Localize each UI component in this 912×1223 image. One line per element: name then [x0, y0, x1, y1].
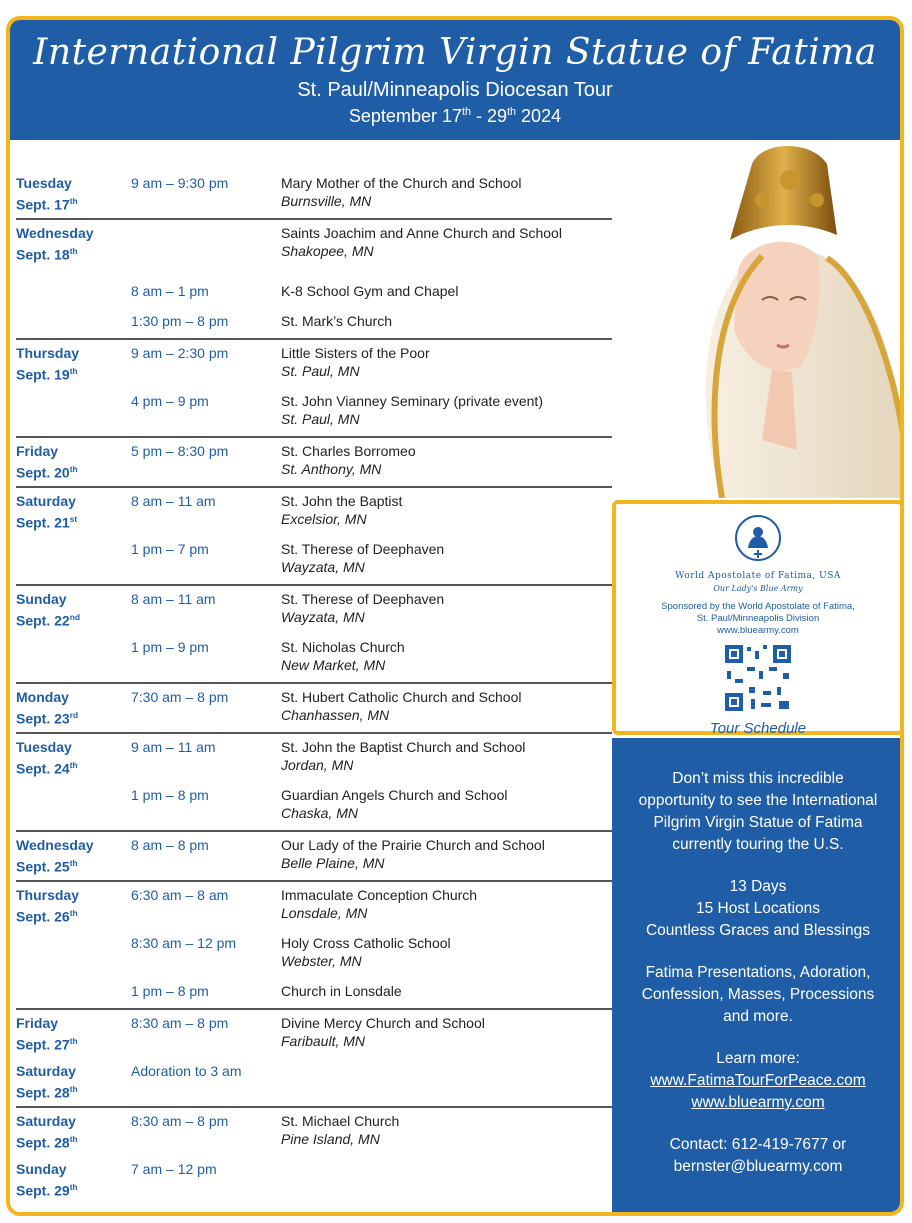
venue-city: Belle Plaine, MN [281, 855, 385, 871]
location-cell [281, 586, 612, 634]
time-cell: 8 am – 11 am [131, 493, 216, 509]
venue-city: Jordan, MN [281, 757, 354, 773]
location-cell [281, 308, 612, 338]
time-cell: 9 am – 9:30 pm [131, 175, 229, 191]
venue-city: Burnsville, MN [281, 193, 372, 209]
day-cell [16, 308, 131, 338]
venue-name: St. Therese of Deephaven [281, 591, 445, 607]
time-cell: 8 am – 1 pm [131, 283, 209, 299]
venue-name: Holy Cross Catholic School [281, 935, 451, 951]
venue-name: St. Therese of Deephaven [281, 541, 445, 557]
schedule-block [16, 832, 612, 882]
qr-code-icon[interactable] [723, 643, 793, 713]
venue-city: Chanhassen, MN [281, 707, 390, 723]
schedule-row [16, 170, 612, 218]
schedule-row [16, 488, 612, 536]
schedule-block [16, 170, 612, 220]
venue-city: St. Paul, MN [281, 363, 360, 379]
location-cell [281, 1058, 612, 1106]
venue-name: Church in Lonsdale [281, 983, 402, 999]
schedule-row [16, 734, 612, 782]
time-cell: 1 pm – 8 pm [131, 787, 209, 803]
statue-illustration [612, 140, 904, 498]
day-cell: Saturday Sept. 28th [16, 1113, 78, 1151]
day-cell: Friday Sept. 27th [16, 1015, 78, 1053]
venue-city: Excelsior, MN [281, 511, 367, 527]
location-cell [281, 438, 612, 486]
sponsor-box [612, 500, 904, 735]
contact-line: Contact: 612-419-7677 or [669, 1136, 847, 1153]
location-cell [281, 634, 612, 682]
location-cell [281, 684, 612, 732]
location-cell [281, 882, 612, 930]
schedule-row [16, 1156, 612, 1204]
sponsor-tagline: Our Lady's Blue Army [713, 584, 803, 593]
venue-city: New Market, MN [281, 657, 386, 673]
day-cell [16, 978, 131, 1008]
schedule-block [16, 438, 612, 488]
location-cell [281, 220, 612, 278]
wafusa-logo-icon [734, 514, 782, 562]
flyer [6, 16, 904, 1216]
tour-schedule-label: Tour Schedule [709, 720, 807, 737]
schedule-row [16, 586, 612, 634]
day-cell: Saturday Sept. 21st [16, 493, 78, 531]
day-cell: Friday Sept. 20th [16, 443, 78, 481]
time-cell: 1 pm – 9 pm [131, 639, 209, 655]
day-cell: Tuesday Sept. 24th [16, 739, 78, 777]
schedule-row [16, 978, 612, 1008]
day-cell [16, 278, 131, 308]
time-cell: 9 am – 11 am [131, 739, 216, 755]
venue-name: Our Lady of the Prairie Church and School [281, 837, 545, 853]
venue-name: St. Charles Borromeo [281, 443, 416, 459]
contact-email[interactable]: bernster@bluearmy.com [673, 1158, 843, 1175]
venue-name: St. John Vianney Seminary (private event) [281, 393, 543, 409]
day-cell: Thursday Sept. 19th [16, 345, 80, 383]
time-cell: 7 am – 12 pm [131, 1161, 217, 1177]
schedule-block [16, 586, 612, 684]
promo-panel: Don’t miss this incredible opportunity to see the International Pilgrim Virgin Statue of Fatima currently touring the U.S. 13 Days 15 Host Locations Countless Graces and Blessings Fatima Presentations, Adoration, Confession, Masses, Processions and more. Learn more: www.FatimaTourForPeace.com www.bluearmy.com Contact: 612-419-7677 or bernster@bluearmy.com [612, 738, 904, 1216]
venue-name: St. John the Baptist Church and School [281, 739, 526, 755]
schedule-row [16, 1108, 612, 1156]
day-cell: Sunday Sept. 22nd [16, 591, 80, 629]
schedule-block [16, 684, 612, 734]
time-cell: 8 am – 11 am [131, 591, 216, 607]
location-cell [281, 278, 612, 308]
time-cell: 4 pm – 9 pm [131, 393, 209, 409]
schedule-row [16, 832, 612, 880]
day-cell: Saturday Sept. 28th [16, 1063, 78, 1101]
schedule-row [16, 1010, 612, 1058]
bluearmy-link[interactable]: www.bluearmy.com [691, 1094, 825, 1111]
venue-name: Guardian Angels Church and School [281, 787, 508, 803]
location-cell [281, 930, 612, 978]
time-cell: 9 am – 2:30 pm [131, 345, 229, 361]
time-cell: 1 pm – 7 pm [131, 541, 209, 557]
location-cell [281, 1108, 612, 1156]
location-cell [281, 170, 612, 218]
location-cell [281, 978, 612, 1008]
time-cell: 8:30 am – 8 pm [131, 1113, 229, 1129]
schedule-row [16, 782, 612, 830]
day-cell: Wednesday Sept. 25th [16, 837, 94, 875]
day-cell: Monday Sept. 23rd [16, 689, 79, 727]
time-cell: 7:30 am – 8 pm [131, 689, 229, 705]
schedule-row [16, 278, 612, 308]
day-cell [16, 536, 131, 584]
time-cell: 8 am – 8 pm [131, 837, 209, 853]
location-cell [281, 388, 612, 436]
day-cell [16, 634, 131, 682]
location-cell [281, 536, 612, 584]
venue-name: K-8 School Gym and Chapel [281, 283, 459, 299]
venue-name: St. Hubert Catholic Church and School [281, 689, 522, 705]
day-cell [16, 782, 131, 830]
schedule-block [16, 882, 612, 1010]
venue-name: Immaculate Conception Church [281, 887, 478, 903]
schedule-row [16, 634, 612, 682]
venue-name: St. Michael Church [281, 1113, 400, 1129]
venue-name: Little Sisters of the Poor [281, 345, 430, 361]
venue-city: St. Paul, MN [281, 411, 360, 427]
time-cell: 8:30 am – 12 pm [131, 935, 237, 951]
schedule-row [16, 882, 612, 930]
tour-dates: September 17th - 29th 2024 [348, 106, 562, 126]
schedule-row [16, 1058, 612, 1106]
venue-name: St. Mark’s Church [281, 313, 392, 329]
learn-more-label: Learn more: [716, 1050, 800, 1067]
time-cell: 8:30 am – 8 pm [131, 1015, 229, 1031]
location-cell [281, 734, 612, 782]
location-cell [281, 488, 612, 536]
venue-name: St. Nicholas Church [281, 639, 405, 655]
location-cell [281, 1156, 612, 1204]
schedule-row [16, 438, 612, 486]
venue-city: Lonsdale, MN [281, 905, 368, 921]
time-cell: 1 pm – 8 pm [131, 983, 209, 999]
schedule-row [16, 536, 612, 584]
flyer-title: International Pilgrim Virgin Statue of Fatima [33, 32, 877, 73]
venue-name: St. John the Baptist [281, 493, 403, 509]
day-cell [16, 388, 131, 436]
fatima-tour-link[interactable]: www.FatimaTourForPeace.com [650, 1072, 866, 1089]
schedule-row [16, 308, 612, 338]
day-cell: Thursday Sept. 26th [16, 887, 80, 925]
time-cell: 5 pm – 8:30 pm [131, 443, 229, 459]
day-cell: Wednesday Sept. 18th [16, 225, 94, 263]
schedule-row [16, 684, 612, 732]
day-cell: Tuesday Sept. 17th [16, 175, 78, 213]
header-banner [10, 20, 900, 140]
location-cell [281, 832, 612, 880]
day-cell: Sunday Sept. 29th [16, 1161, 78, 1199]
day-cell [16, 930, 131, 978]
schedule-row [16, 340, 612, 388]
schedule-row [16, 930, 612, 978]
time-cell: 1:30 pm – 8 pm [131, 313, 229, 329]
venue-city: Shakopee, MN [281, 243, 374, 259]
schedule-block [16, 1108, 612, 1204]
location-cell [281, 1010, 612, 1058]
schedule-block [16, 1010, 612, 1108]
venue-city: Wayzata, MN [281, 559, 365, 575]
venue-city: Webster, MN [281, 953, 362, 969]
location-cell [281, 340, 612, 388]
schedule-block [16, 340, 612, 438]
schedule-block [16, 220, 612, 340]
schedule-table [16, 170, 612, 1204]
venue-city: Chaska, MN [281, 805, 359, 821]
venue-name: Divine Mercy Church and School [281, 1015, 485, 1031]
venue-city: St. Anthony, MN [281, 461, 382, 477]
venue-city: Pine Island, MN [281, 1131, 380, 1147]
time-cell: 6:30 am – 8 am [131, 887, 229, 903]
venue-city: Wayzata, MN [281, 609, 365, 625]
venue-name: Saints Joachim and Anne Church and School [281, 225, 562, 241]
sponsor-org: World Apostolate of Fatima, USA [675, 571, 841, 581]
venue-city: Faribault, MN [281, 1033, 366, 1049]
flyer-subtitle: St. Paul/Minneapolis Diocesan Tour [297, 79, 613, 101]
venue-name: Mary Mother of the Church and School [281, 175, 522, 191]
location-cell [281, 782, 612, 830]
schedule-row [16, 220, 612, 278]
schedule-row [16, 388, 612, 436]
time-cell: Adoration to 3 am [131, 1063, 242, 1079]
time-cell [131, 220, 281, 278]
sponsor-text: Sponsored by the World Apostolate of Fatima, St. Paul/Minneapolis Division www.bluearmy.com [661, 601, 855, 636]
schedule-block [16, 734, 612, 832]
schedule-block [16, 488, 612, 586]
